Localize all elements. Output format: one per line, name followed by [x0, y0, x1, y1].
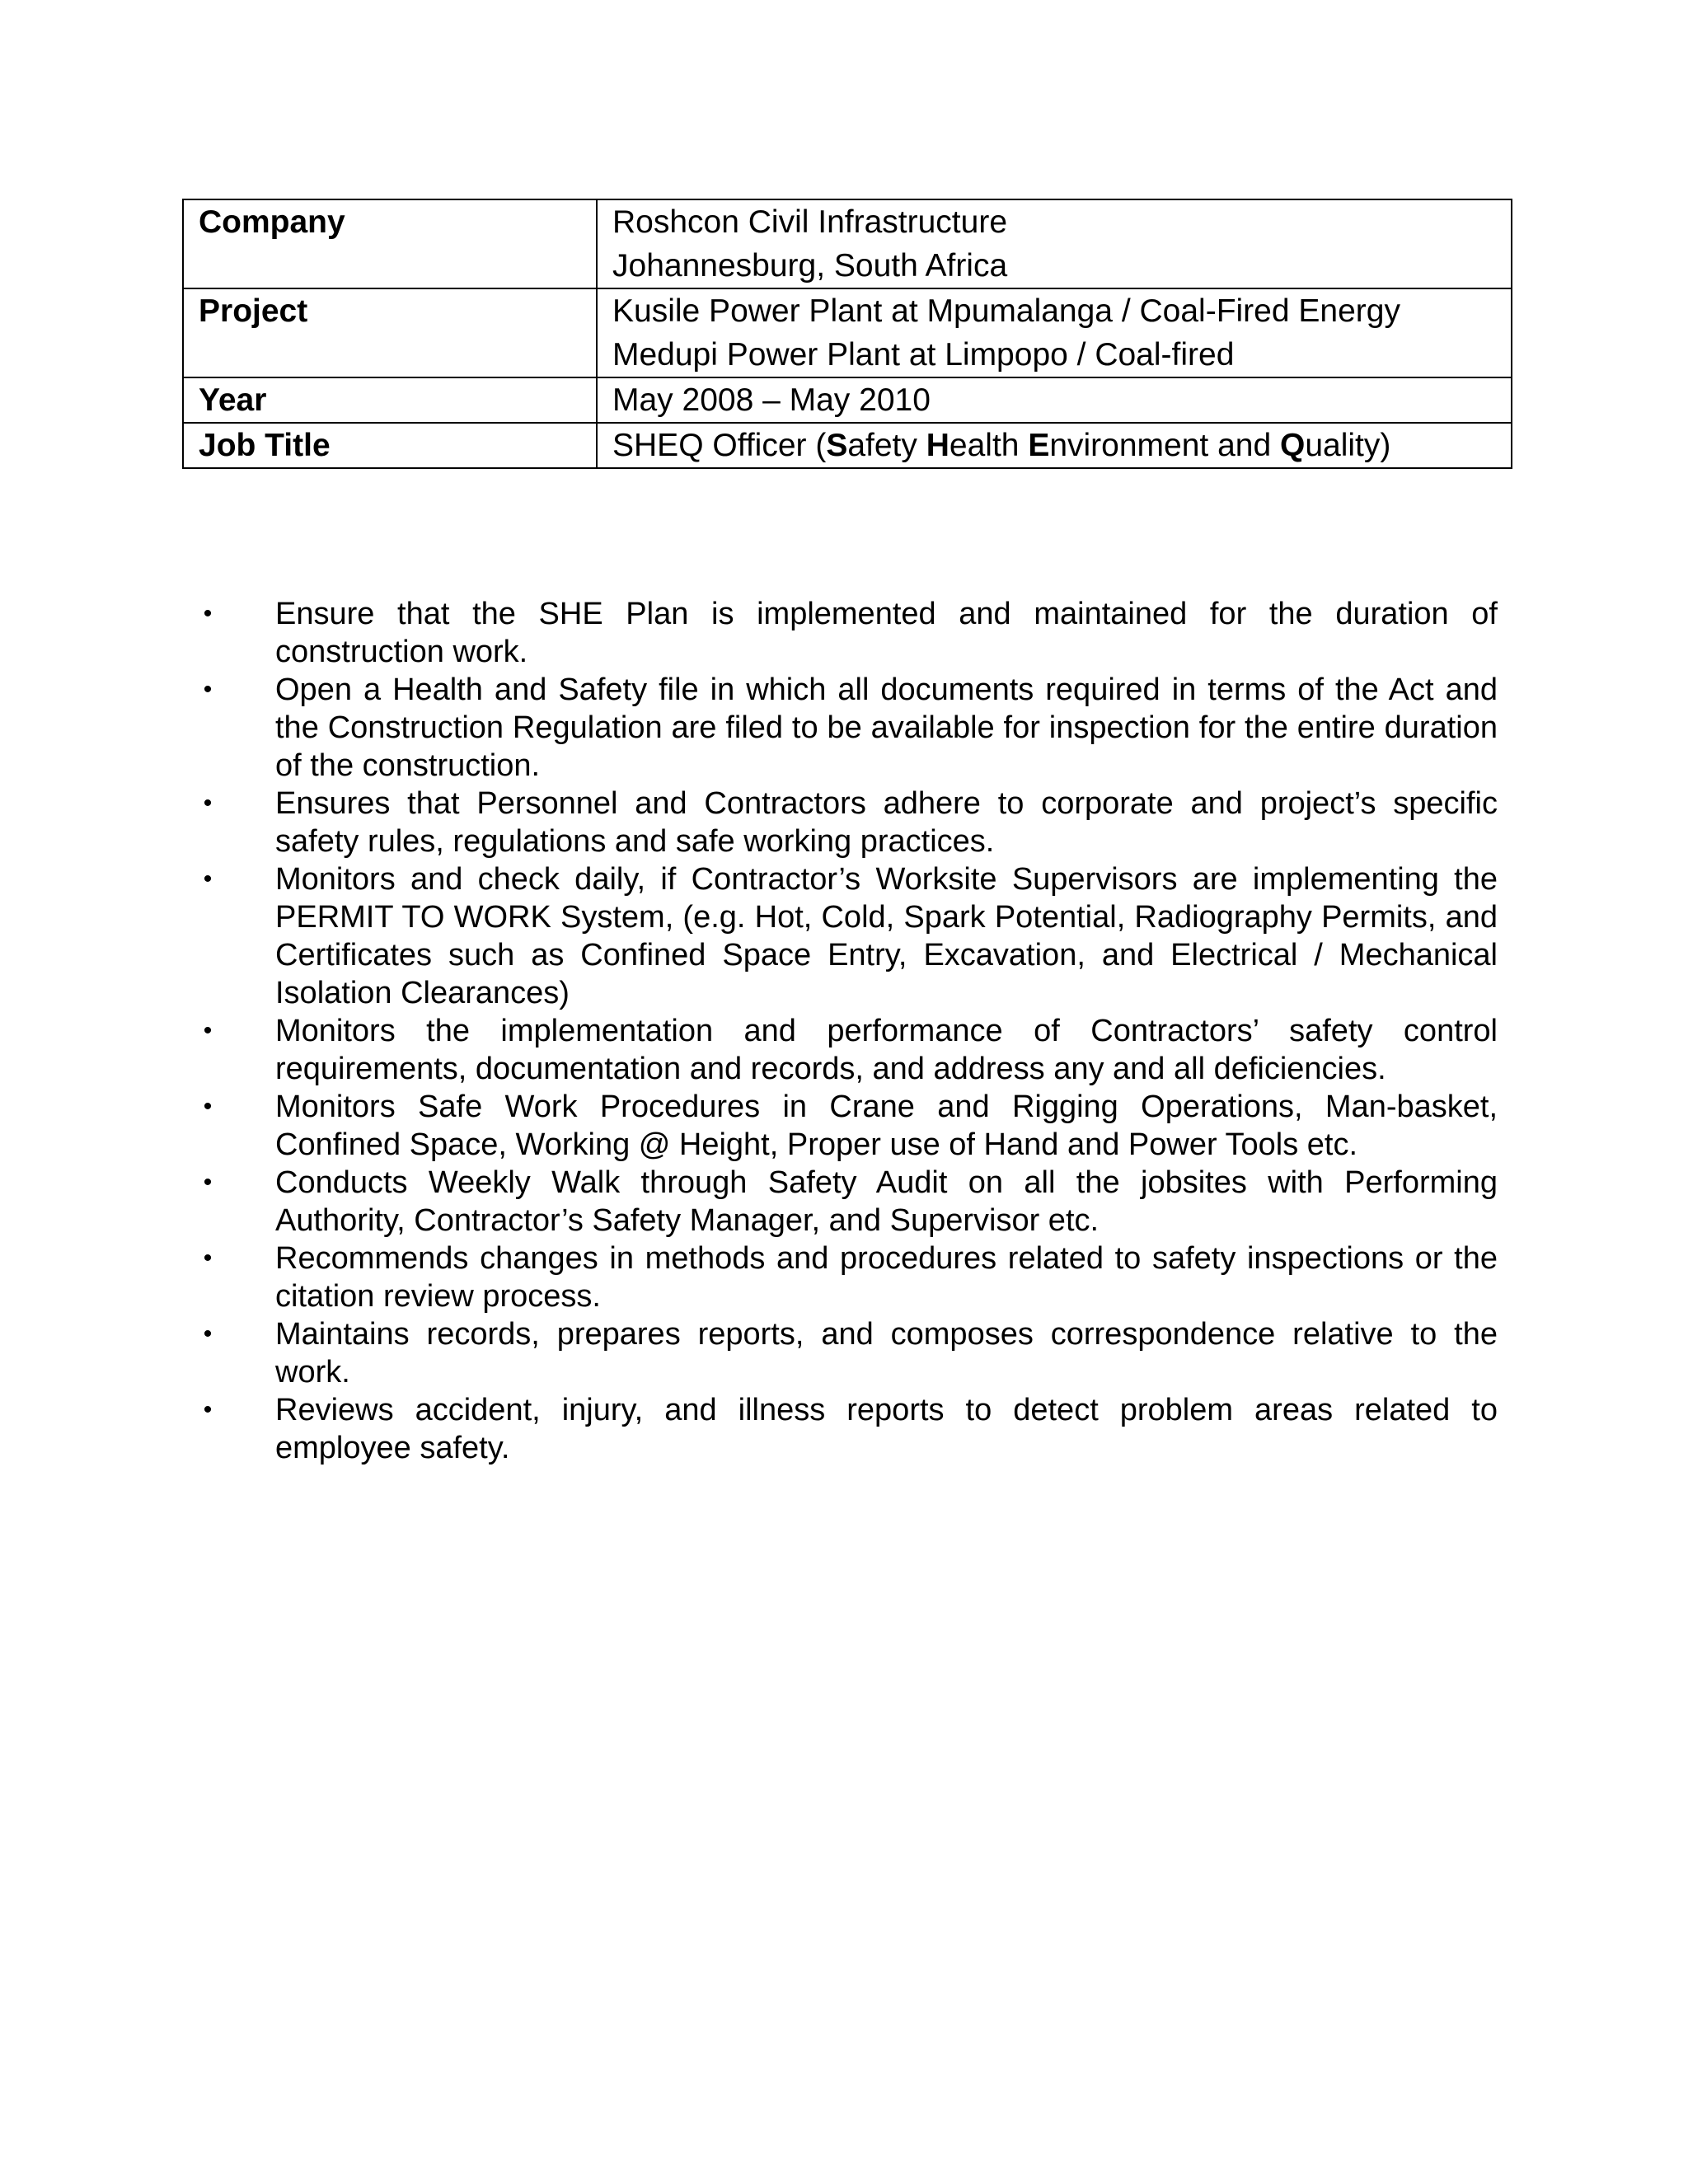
- company-label: Company: [183, 199, 597, 288]
- bullet-icon: •: [203, 1244, 213, 1272]
- list-item: [199, 860, 1498, 1012]
- year-value: May 2008 – May 2010: [597, 377, 1512, 423]
- job-title-part: afety: [847, 428, 926, 463]
- job-title-part: E: [1028, 428, 1050, 463]
- year-label: Year: [183, 377, 597, 423]
- company-name: Roshcon Civil Infrastructure: [612, 204, 1008, 240]
- list-item: [199, 1088, 1498, 1164]
- duty-text: Monitors and check daily, if Contractor’s Worksite Supervisors are implementing the PERMIT TO WORK System, (e.g. Hot, Cold, Spark Potential, Radiography Permits, and Certificates such as Confined Space Entry, Excavation, and Electrical / Mechanical Isolation Clearances): [275, 862, 1498, 1010]
- table-row-job-title: [183, 423, 1512, 468]
- bullet-icon: •: [203, 1093, 213, 1120]
- bullet-icon: •: [203, 1017, 213, 1044]
- duty-text: Recommends changes in methods and procedures related to safety inspections or the citation review process.: [275, 1241, 1498, 1314]
- duty-text: Ensure that the SHE Plan is implemented and maintained for the duration of construction work.: [275, 597, 1498, 669]
- duty-text: Maintains records, prepares reports, and composes correspondence relative to the work.: [275, 1317, 1498, 1390]
- company-location: Johannesburg, South Africa: [612, 248, 1008, 284]
- list-item: [199, 1315, 1498, 1391]
- duty-text: Monitors the implementation and performance of Contractors’ safety control requirements, documentation and records, and address any and all deficiencies.: [275, 1014, 1498, 1086]
- job-title-part: H: [926, 428, 950, 463]
- table-row-project: [183, 288, 1512, 377]
- job-title-text: [612, 428, 1390, 463]
- table-row-company: [183, 199, 1512, 288]
- bullet-icon: •: [203, 600, 213, 627]
- list-item: [199, 1164, 1498, 1240]
- list-item: [199, 595, 1498, 671]
- list-item: [199, 1391, 1498, 1467]
- project-label: Project: [183, 288, 597, 377]
- project-line-1: Kusile Power Plant at Mpumalanga / Coal-Fired Energy: [612, 293, 1400, 329]
- bullet-icon: •: [203, 1320, 213, 1347]
- company-value: [597, 199, 1512, 288]
- list-item: [199, 671, 1498, 785]
- job-title-label: Job Title: [183, 423, 597, 468]
- bullet-icon: •: [203, 1169, 213, 1196]
- job-title-part: uality): [1305, 428, 1391, 463]
- job-title-part: ealth: [949, 428, 1029, 463]
- duty-text: Open a Health and Safety file in which all documents required in terms of the Act and the Construction Regulation are filed to be available for inspection for the entire duration of the construction.: [275, 673, 1498, 783]
- job-title-value: [597, 423, 1512, 468]
- bullet-icon: •: [203, 790, 213, 817]
- duty-text: Conducts Weekly Walk through Safety Audit on all the jobsites with Performing Authority, Contractor’s Safety Manager, and Supervisor etc.: [275, 1165, 1498, 1238]
- bullet-icon: •: [203, 676, 213, 703]
- list-item: [199, 785, 1498, 860]
- job-title-part: Q: [1280, 428, 1306, 463]
- bullet-icon: •: [203, 1396, 213, 1423]
- bullet-icon: •: [203, 865, 213, 893]
- duty-text: Reviews accident, injury, and illness reports to detect problem areas related to employee safety.: [275, 1393, 1498, 1465]
- job-title-part: nvironment and: [1049, 428, 1280, 463]
- job-title-part: S: [826, 428, 848, 463]
- duty-text: Ensures that Personnel and Contractors adhere to corporate and project’s specific safety rules, regulations and safe working practices.: [275, 786, 1498, 859]
- duty-text: Monitors Safe Work Procedures in Crane and Rigging Operations, Man-basket, Confined Space, Working @ Height, Proper use of Hand and Power Tools etc.: [275, 1090, 1498, 1162]
- duties-list: [199, 595, 1498, 1467]
- table-row-year: [183, 377, 1512, 423]
- job-title-part: SHEQ Officer (: [612, 428, 827, 463]
- project-value: [597, 288, 1512, 377]
- project-line-2: Medupi Power Plant at Limpopo / Coal-fired: [612, 337, 1235, 373]
- list-item: [199, 1240, 1498, 1315]
- job-info-table: [182, 199, 1512, 469]
- list-item: [199, 1012, 1498, 1088]
